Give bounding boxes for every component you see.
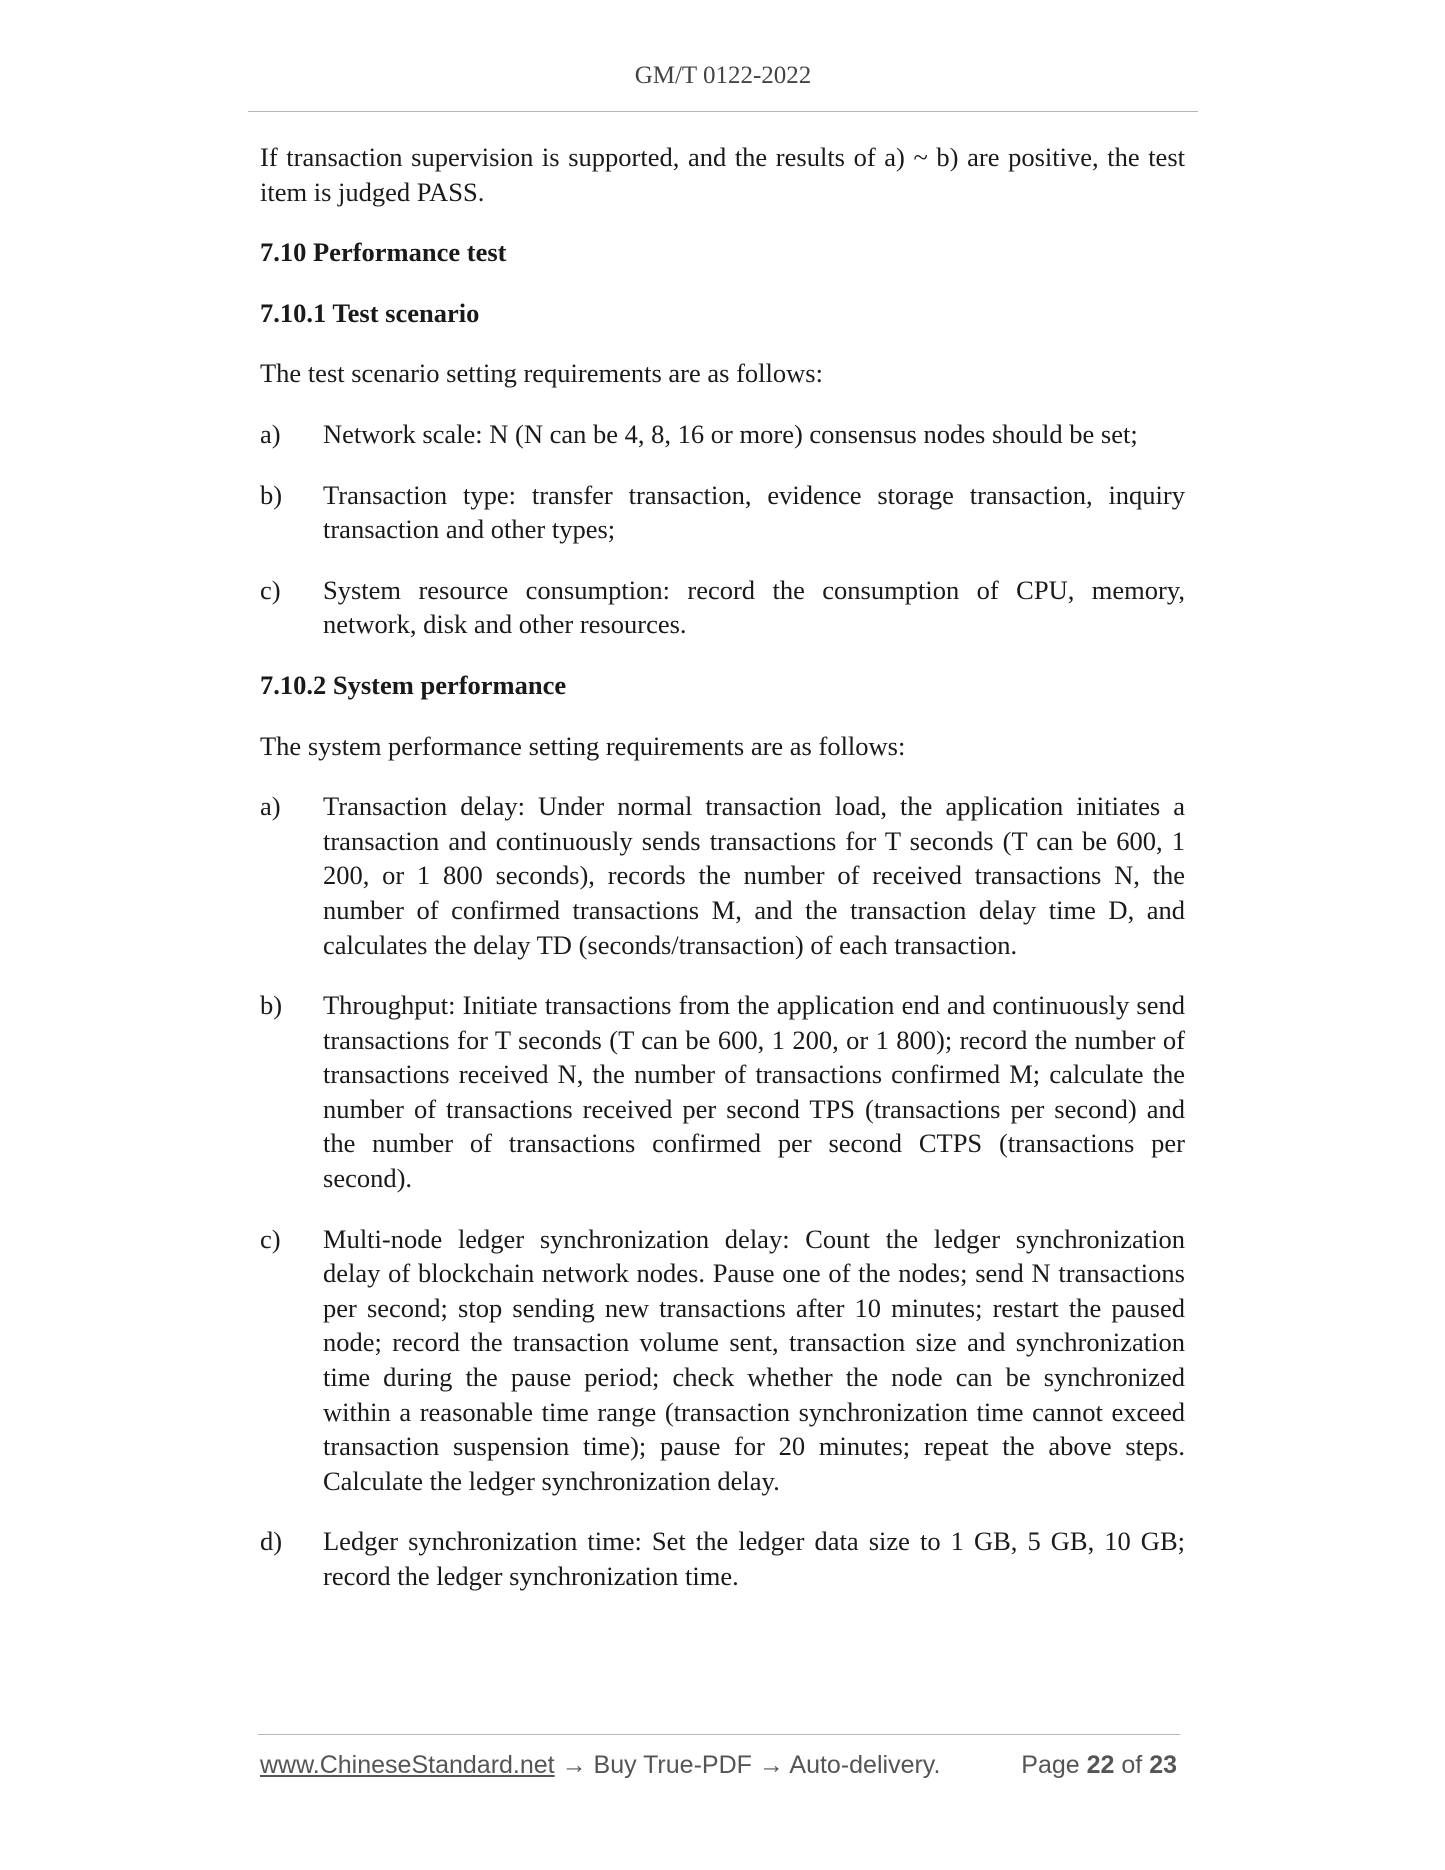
list-item-label: c) <box>260 574 281 605</box>
of-word: of <box>1121 1751 1143 1779</box>
standard-code-header: GM/T 0122-2022 <box>634 62 812 89</box>
list-item <box>260 1222 1185 1499</box>
list-item-text: Multi-node ledger synchronization delay: Count the ledger synchronization delay of blockchain network nodes. Pause one of the nodes; send N transactions per second; stop sending new transactions after 10 minutes; restart the paused node; record the transaction volume sent, transaction size and synchronization time during the pause period; check whether the node can be synchronized within a reasonable time range (transaction synchronization time cannot exceed transaction suspension time); pause for 20 minutes; repeat the above steps. Calculate the ledger synchronization delay. <box>323 1223 1185 1496</box>
list-item-text: System resource consumption: record the consumption of CPU, memory, network, disk and other resources. <box>323 574 1185 640</box>
scenario-lead-paragraph: The test scenario setting requirements are as follows: <box>260 358 823 389</box>
list-item-label: c) <box>260 1223 281 1254</box>
list-item-label: a) <box>260 791 281 822</box>
performance-lead-paragraph: The system performance setting requirements are as follows: <box>260 730 906 761</box>
list-item-text: Throughput: Initiate transactions from the application end and continuously send transactions for T seconds (T can be 600, 1 200, or 1 800); record the number of transactions received N, the number of transactions confirmed M; calculate the number of transactions received per second TPS (transactions per second) and the number of transactions confirmed per second CTPS (transactions per second). <box>323 990 1185 1194</box>
list-item-text: Ledger synchronization time: Set the ledger data size to 1 GB, 5 GB, 10 GB; record the ledger synchronization time. <box>323 1526 1185 1591</box>
list-item-text: Transaction type: transfer transaction, evidence storage transaction, inquiry transaction and other types; <box>323 479 1185 545</box>
page-total: 23 <box>1149 1751 1177 1779</box>
footer-divider <box>258 1734 1180 1735</box>
section-7-10-heading: 7.10 Performance test <box>260 237 507 268</box>
list-item <box>260 789 1185 962</box>
list-item-label: b) <box>260 990 283 1021</box>
list-item <box>260 417 1185 452</box>
list-item <box>260 478 1185 547</box>
site-link[interactable]: www.ChineseStandard.net <box>260 1751 555 1779</box>
list-item-label: b) <box>260 479 283 510</box>
page-current: 22 <box>1086 1751 1115 1779</box>
page-number <box>1021 1748 1177 1782</box>
list-item-text: Transaction delay: Under normal transaction load, the application initiates a transaction and continuously sends transactions for T seconds (T can be 600, 1 200, or 1 800 seconds), records the number of received transactions N, the number of confirmed transactions M, and the transaction delay time D, and calculates the delay TD (seconds/transaction) of each transaction. <box>323 791 1185 960</box>
page-word: Page <box>1021 1751 1080 1779</box>
header-divider <box>248 111 1198 112</box>
section-7-10-2-heading: 7.10.2 System performance <box>260 669 567 700</box>
list-item-text: Network scale: N (N can be 4, 8, 16 or more) consensus nodes should be set; <box>323 418 1138 449</box>
section-7-10-1-heading: 7.10.1 Test scenario <box>260 297 480 328</box>
list-item-label: a) <box>260 418 281 449</box>
page-footer <box>260 1748 1180 1782</box>
list-item <box>260 988 1185 1196</box>
footer-tagline: → Buy True-PDF → Auto-delivery. <box>554 1751 941 1779</box>
document-body <box>260 140 1185 1620</box>
list-item-label: d) <box>260 1526 283 1557</box>
list-item <box>260 1524 1185 1593</box>
list-item <box>260 573 1185 642</box>
intro-paragraph: If transaction supervision is supported, and the results of a) ~ b) are positive, the test item is judged PASS. <box>260 142 1185 207</box>
